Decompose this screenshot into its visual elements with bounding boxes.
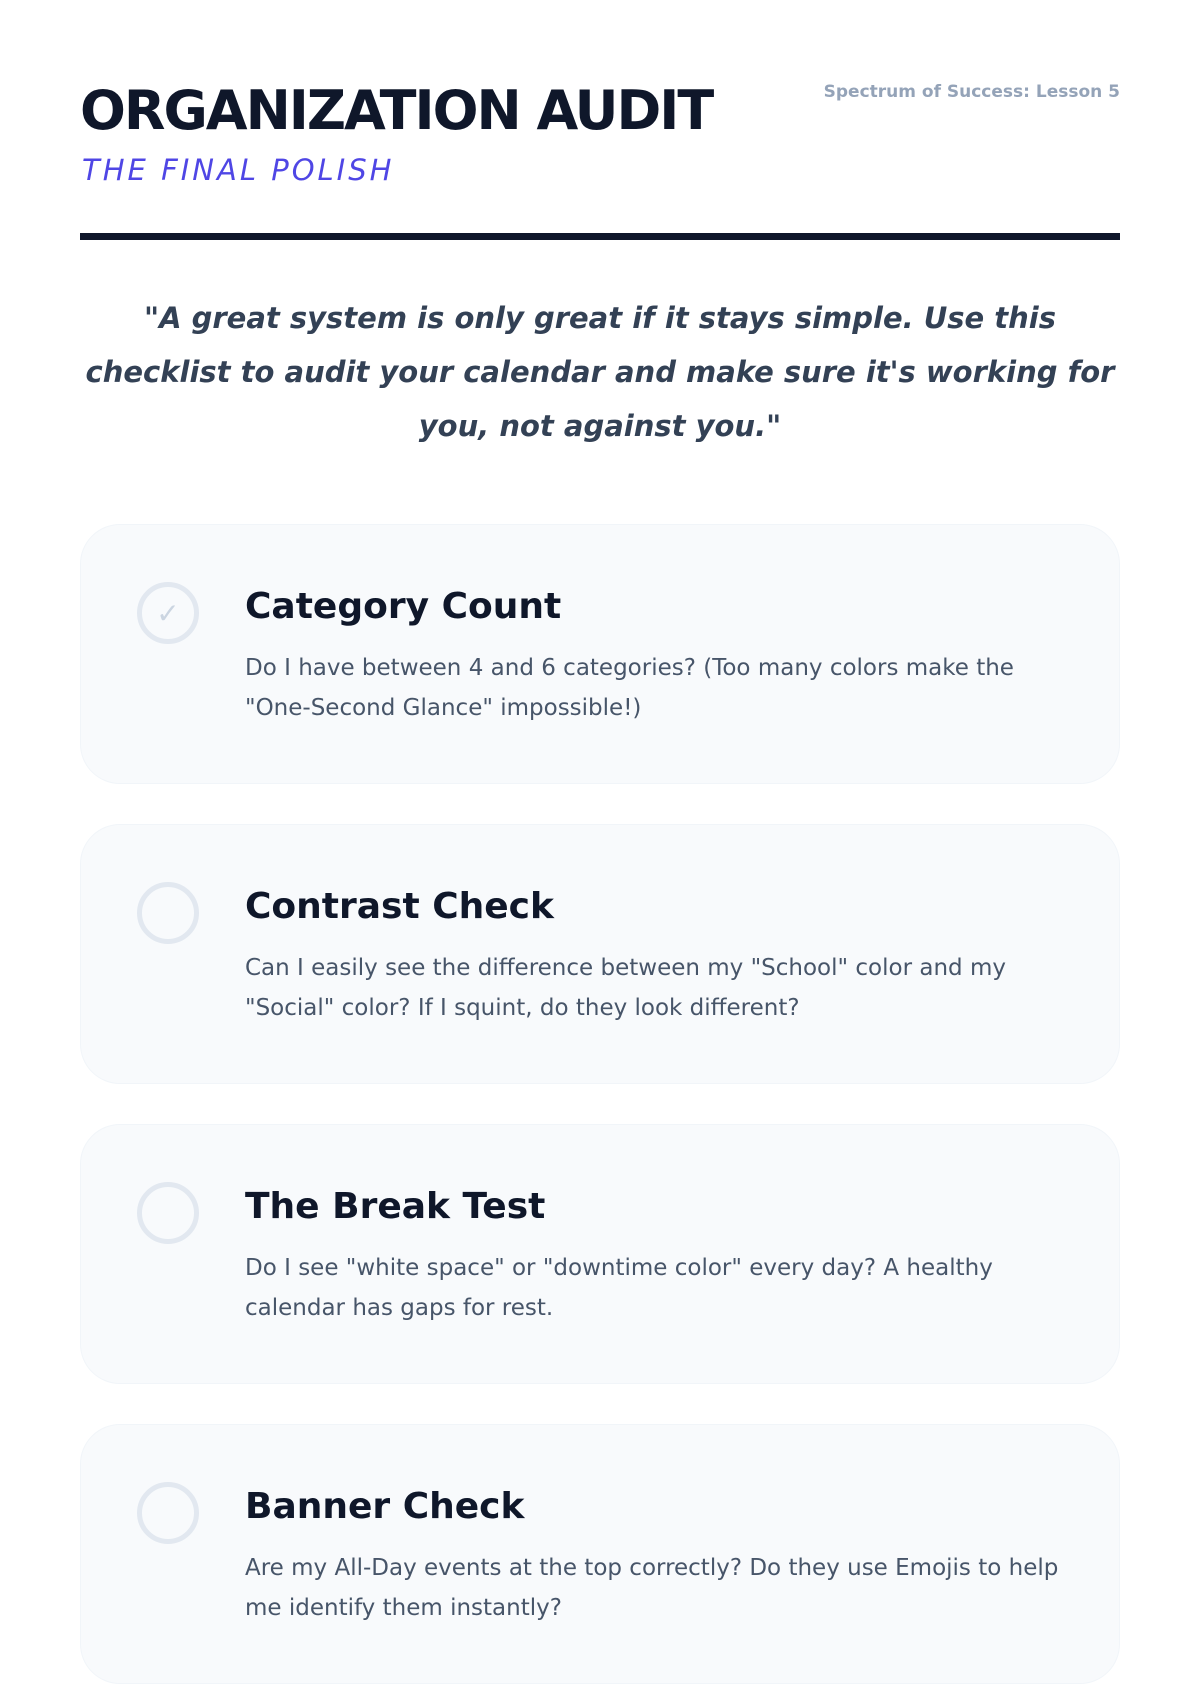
checklist-item-title: Banner Check: [245, 1486, 525, 1527]
checklist-item-description: Can I easily see the difference between my "School" color and my "Social" color? If I squint, do they look different?: [245, 955, 1006, 1021]
page-subtitle: THE FINAL POLISH: [82, 153, 395, 187]
checklist-item-category-count: [80, 524, 1120, 784]
checklist-item-description: Do I have between 4 and 6 categories? (Too many colors make the "One-Second Glance" impossible!): [245, 655, 1014, 721]
checkbox-circle-icon[interactable]: [137, 882, 199, 944]
checklist-item-title: Category Count: [245, 586, 562, 627]
checklist-item-description: Do I see "white space" or "downtime color" every day? A healthy calendar has gaps for rest.: [245, 1255, 993, 1321]
checkmark-icon: ✓: [156, 596, 180, 630]
checklist-item-title: Contrast Check: [245, 886, 554, 927]
lesson-tag: Spectrum of Success: Lesson 5: [823, 82, 1120, 102]
checkbox-circle-icon[interactable]: [137, 582, 199, 644]
checklist-item-banner-check: [80, 1424, 1120, 1684]
checklist-item-description: Are my All-Day events at the top correctly? Do they use Emojis to help me identify them instantly?: [245, 1555, 1059, 1621]
checkbox-circle-icon[interactable]: [137, 1182, 199, 1244]
checkbox-circle-icon[interactable]: [137, 1482, 199, 1544]
checklist-item-break-test: [80, 1124, 1120, 1384]
header-divider: [80, 233, 1120, 240]
intro-quote: "A great system is only great if it stays simple. Use this checklist to audit your calendar and make sure it's working for you, not against you.": [85, 301, 1115, 443]
page-title: ORGANIZATION AUDIT: [80, 79, 713, 142]
checklist-item-title: The Break Test: [245, 1186, 546, 1227]
checklist-item-contrast-check: [80, 824, 1120, 1084]
